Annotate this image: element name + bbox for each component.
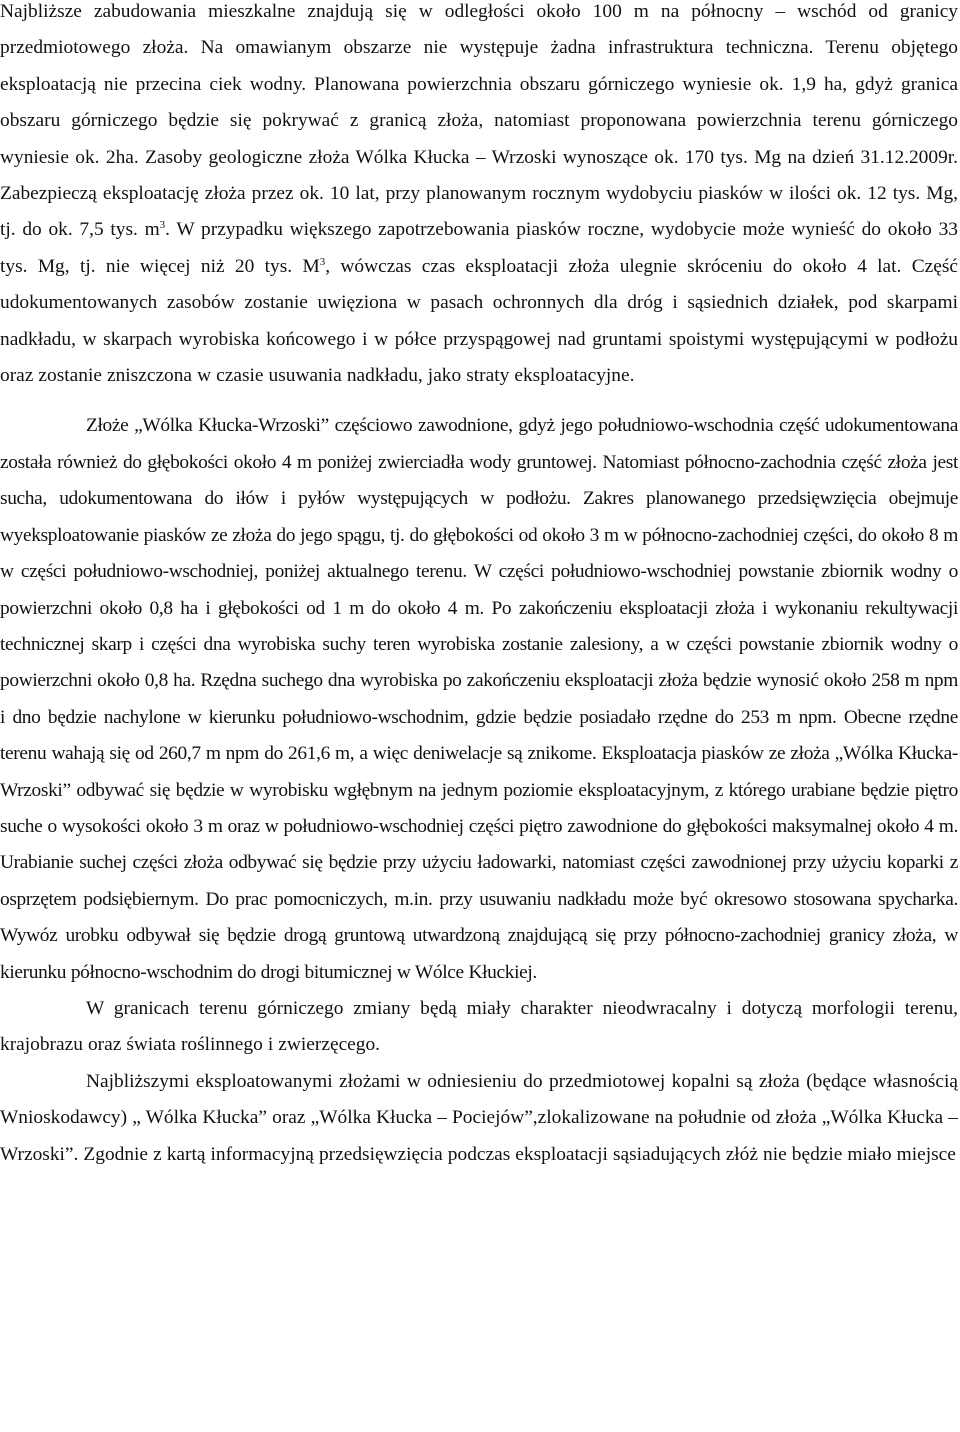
paragraph-3: W granicach terenu górniczego zmiany będą miały charakter nieodwracalny i dotyczą morfologii terenu, krajobrazu oraz świata roślinnego i zwierzęcego. [0, 997, 958, 1056]
superscript-cubic-1: 3 [159, 219, 166, 232]
paragraph-1-part-3: , wówczas czas eksploatacji złoża ulegnie skróceniu do około 4 lat. Część udokumentowanych zasobów zostanie uwięziona w pasach ochronnych dla dróg i sąsiednich działek, pod skarpami nadkładu, w skarpach wyrobiska końcowego i w półce przyspągowej nad gruntami spoistymi występującymi w podłożu oraz zostanie zniszczona w czasie usuwania nadkładu, jako straty eksploatacyjne. [0, 255, 958, 387]
paragraph-1 [0, 0, 958, 394]
paragraph-1-part-1: Najbliższe zabudowania mieszkalne znajdują się w odległości około 100 m na północny – wschód od granicy przedmiotowego złoża. Na omawianym obszarze nie występuje żadna infrastruktura techniczna. Terenu objętego eksploatacją nie przecina ciek wodny. Planowana powierzchnia obszaru górniczego wyniesie ok. 1,9 ha, gdyż granica obszaru górniczego będzie się pokrywać z granicą złoża, natomiast proponowana powierzchnia terenu górniczego wyniesie ok. 2ha. Zasoby geologiczne złoża Wólka Kłucka – Wrzoski wynoszące ok. 170 tys. Mg na dzień 31.12.2009r. Zabezpieczą eksploatację złoża przez ok. 10 lat, przy planowanym rocznym wydobyciu piasków w ilości ok. 12 tys. Mg, tj. do ok. 7,5 tys. m [0, 1, 958, 241]
superscript-cubic-2: 3 [319, 255, 326, 268]
paragraph-2: Złoże „Wólka Kłucka-Wrzoski” częściowo zawodnione, gdyż jego południowo-wschodnia część udokumentowana została również do głębokości około 4 m poniżej zwierciadła wody gruntowej. Natomiast północno-zachodnia część złoża jest sucha, udokumentowana do iłów i pyłów występujących w podłożu. Zakres planowanego przedsięwzięcia obejmuje wyeksploatowanie piasków ze złoża do jego spągu, tj. do głębokości od około 3 m w północno-zachodniej części, do około 8 m w części południowo-wschodniej, poniżej aktualnego terenu. W części południowo-wschodniej powstanie zbiornik wodny o powierzchni około 0,8 ha i głębokości od 1 m do około 4 m. Po zakończeniu eksploatacji złoża i wykonaniu rekultywacji technicznej skarp i części dna wyrobiska suchy teren wyrobiska zostanie zalesiony, a w części powstanie zbiornik wodny o powierzchni około 0,8 ha. Rzędna suchego dna wyrobiska po zakończeniu eksploatacji złoża będzie wynosić około 258 m npm i dno będzie nachylone w kierunku południowo-wschodnim, gdzie będzie posiadało rzędne do 253 m npm. Obecne rzędne terenu wahają się od 260,7 m npm do 261,6 m, a więc deniwelacje są znikome. Eksploatacja piasków ze złoża „Wólka Kłucka-Wrzoski” odbywać się będzie w wyrobisku wgłębnym na jednym poziomie eksploatacyjnym, z którego urabiane będzie piętro suche o wysokości około 3 m oraz w południowo-wschodniej części piętro zawodnione do głębokości maksymalnej około 4 m. Urabianie suchej części złoża odbywać się będzie przy użyciu ładowarki, natomiast części zawodnionej przy użyciu koparki z osprzętem podsiębiernym. Do prac pomocniczych, m.in. przy usuwaniu nadkładu może być okresowo stosowana spycharka. Wywóz urobku odbywał się będzie drogą gruntową utwardzoną znajdującą się przy północno-zachodniej granicy złoża, w kierunku północno-wschodnim do drogi bitumicznej w Wólce Kłuckiej. [0, 415, 958, 983]
paragraph-4: Najbliższymi eksploatowanymi złożami w odniesieniu do przedmiotowej kopalni są złoża (będące własnością Wnioskodawcy) „ Wólka Kłucka” oraz „Wólka Kłucka – Pociejów”,zlokalizowane na południe od złoża „Wólka Kłucka – Wrzoski”. Zgodnie z kartą informacyjną przedsięwzięcia podczas eksploatacji sąsiadujących złóż nie będzie miało miejsce [0, 1070, 958, 1165]
paragraph-1-part-2: . W przypadku większego zapotrzebowania piasków roczne, wydobycie może wynieść do około 33 tys. Mg, tj. nie więcej niż 20 tys. M [0, 219, 958, 277]
